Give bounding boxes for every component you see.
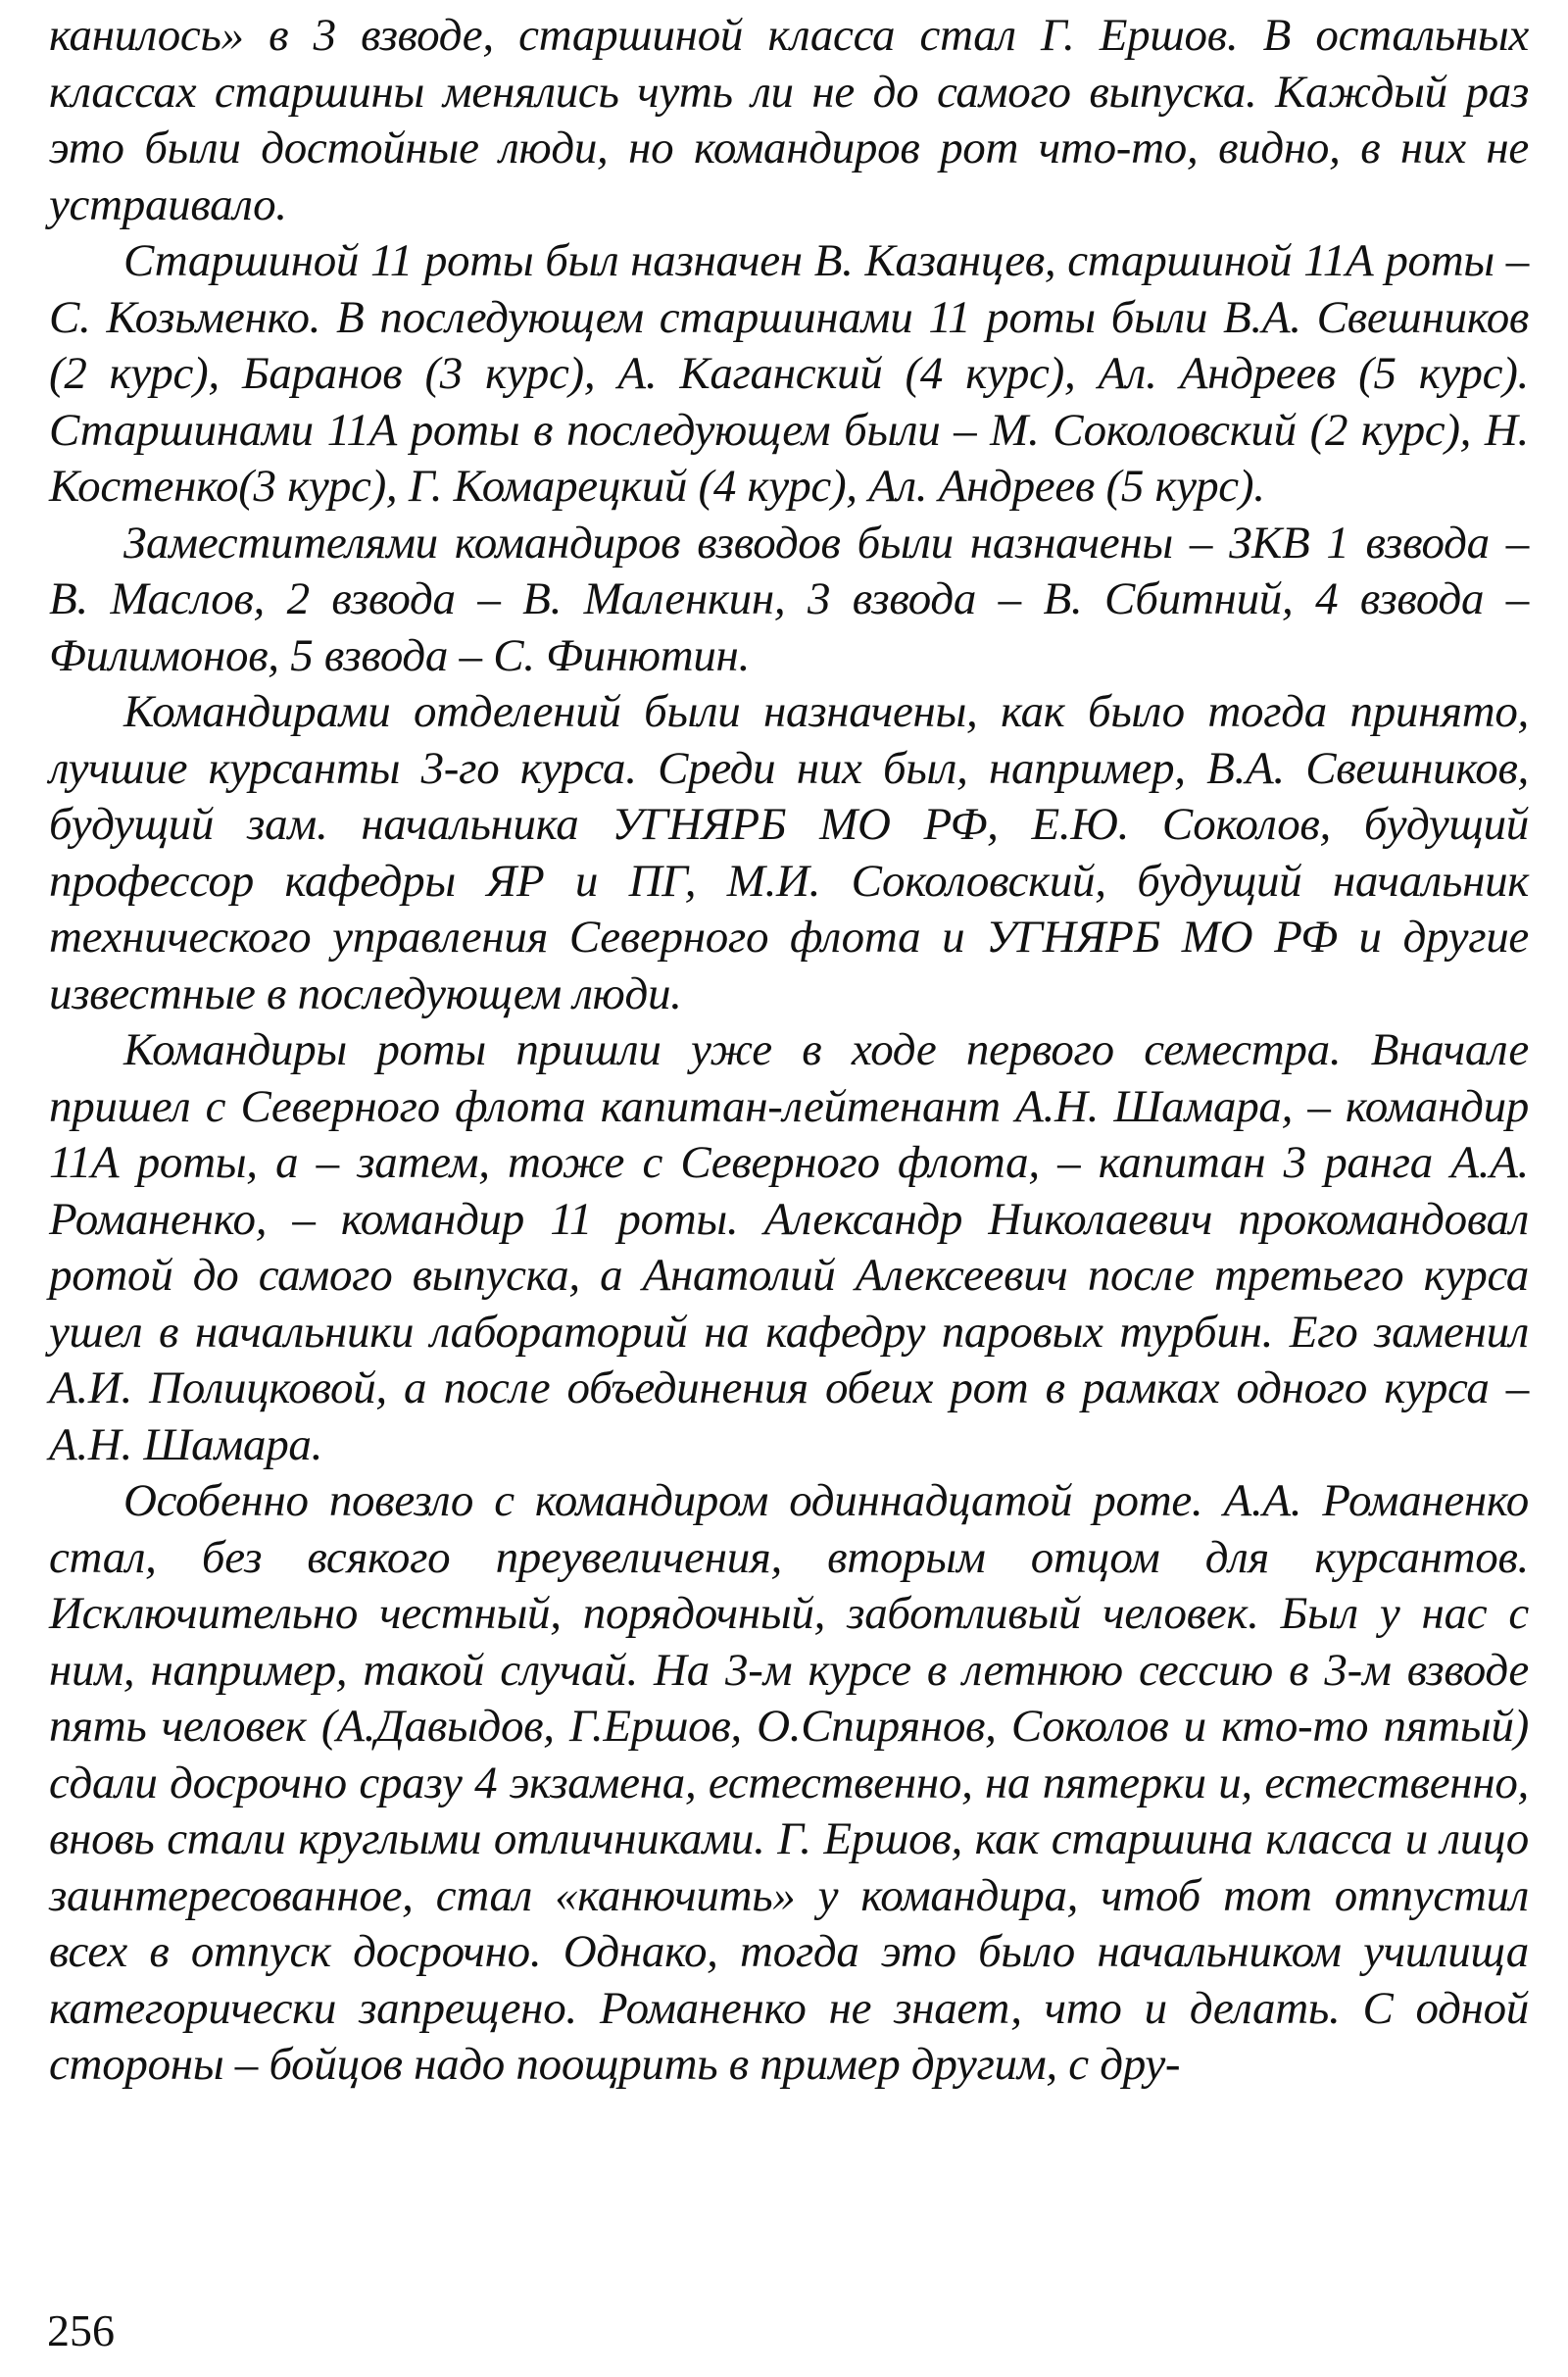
paragraph-romanenko: Особенно повезло с командиром одиннадцатой роте. А.А. Романенко стал, без всякого преувеличения, вторым отцом для курсантов. Исключительно честный, порядочный, заботливый человек. Был у нас с ним, например, такой случай. На 3-м курсе в летнюю сессию в 3-м взводе пять человек (А.Давыдов, Г.Ершов, О.Спирянов, Соколов и кто-то пятый) сдали досрочно сразу 4 экзамена, естественно, на пятерки и, естественно, вновь стали круглыми отличниками. Г. Ершов, как старшина класса и лицо заинтересованное, стал «канючить» у командира, чтоб тот отпустил всех в отпуск досрочно. Однако, тогда это было начальником училища категорически запрещено. Романенко не знает, что и делать. С одной стороны – бойцов надо поощрить в пример другим, с дру- bbox=[49, 1475, 1529, 2090]
paragraph-squad-commanders: Командирами отделений были назначены, как было тогда принято, лучшие курсанты 3-го курса. Среди них был, например, В.А. Свешников, будущий зам. начальника УГНЯРБ МО РФ, Е.Ю. Соколов, будущий профессор кафедры ЯР и ПГ, М.И. Соколовский, будущий начальник технического управления Северного флота и УГНЯРБ МО РФ и другие известные в последующем люди. bbox=[49, 686, 1529, 1019]
paragraph-deputy-commanders: Заместителями командиров взводов были назначены – ЗКВ 1 взвода – В. Маслов, 2 взвода – В. Маленкин, 3 взвода – В. Сбитний, 4 взвода – Филимонов, 5 взвода – С. Финютин. bbox=[49, 517, 1529, 681]
page-number: 256 bbox=[47, 2305, 115, 2355]
paragraph-company-sergeants: Старшиной 11 роты был назначен В. Казанцев, старшиной 11А роты – С. Козьменко. В последующем старшинами 11 роты были В.А. Свешников (2 курс), Баранов (3 курс), А. Каганский (4 курс), Ал. Андреев (5 курс). Старшинами 11А роты в последующем были – М. Соколовский (2 курс), Н. Костенко(3 курс), Г. Комарецкий (4 курс), Ал. Андреев (5 курс). bbox=[49, 235, 1529, 512]
paragraph-company-commanders: Командиры роты пришли уже в ходе первого семестра. Вначале пришел с Северного флота капитан-лейтенант А.Н. Шамара, – командир 11А роты, а – затем, тоже с Северного флота, – капитан 3 ранга А.А. Романенко, – командир 11 роты. Александр Николаевич прокомандовал ротой до самого выпуска, а Анатолий Алексеевич после третьего курса ушел в начальники лабораторий на кафедру паровых турбин. Его заменил А.И. Полицковой, а после объединения обеих рот в рамках одного курса – А.Н. Шамара. bbox=[49, 1024, 1529, 1470]
paragraph-continuation: канилось» в 3 взводе, старшиной класса стал Г. Ершов. В остальных классах старшины менялись чуть ли не до самого выпуска. Каждый раз это были достойные люди, но командиров рот что-то, видно, в них не устраивало. bbox=[49, 10, 1529, 230]
page-text bbox=[49, 8, 1529, 2094]
